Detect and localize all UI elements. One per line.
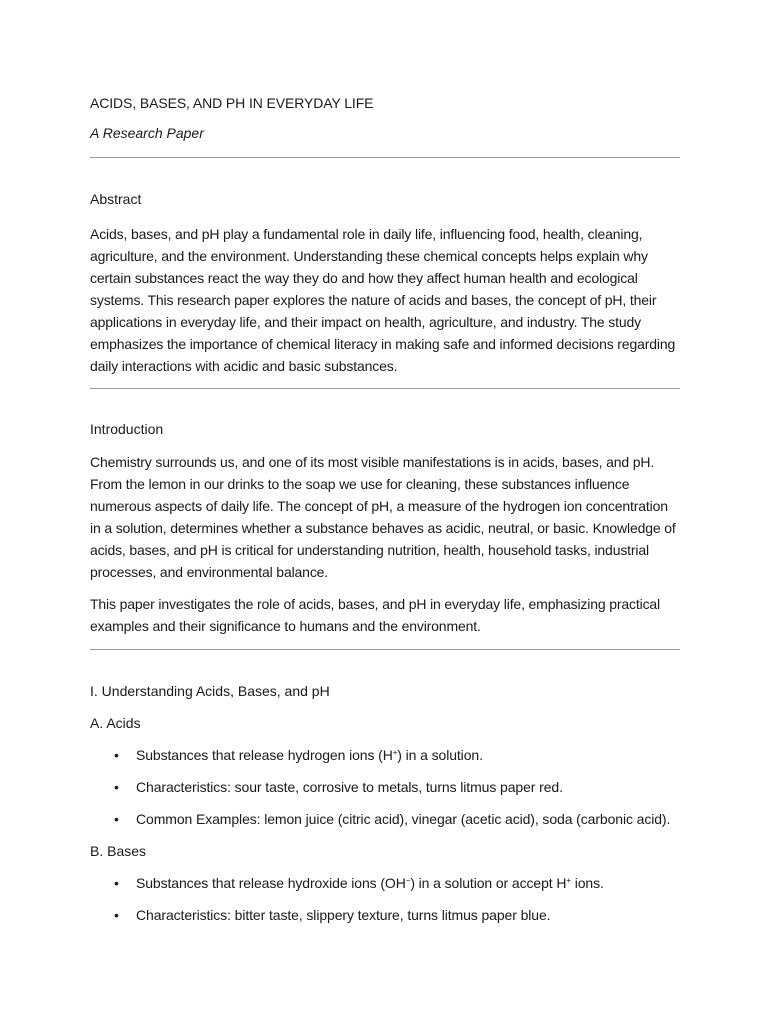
bullet-icon: • [114, 779, 119, 795]
bullet-item [90, 873, 680, 893]
bases-bullet-list [90, 873, 680, 925]
bullet-text: Common Examples: lemon juice (citric acid), vinegar (acetic acid), soda (carbonic acid). [136, 811, 671, 827]
bullet-text: ) in a solution or accept H [410, 875, 567, 891]
acids-bullet-list [90, 745, 680, 829]
bullet-text: ions. [570, 875, 604, 891]
superscript: + [392, 748, 398, 757]
bullet-icon: • [114, 875, 119, 891]
bullet-item [90, 745, 680, 765]
introduction-paragraph: Chemistry surrounds us, and one of its most visible manifestations is in acids, bases, and pH. From the lemon in our drinks to the soap we use for cleaning, these substances influence numerous aspects of daily life. The concept of pH, a measure of the hydrogen ion concentration in a solution, determines whether a substance behaves as acidic, neutral, or basic. Knowledge of acids, bases, and pH is critical for understanding nutrition, health, household tasks, industrial processes, and environmental balance. [90, 454, 676, 580]
section-divider [90, 388, 680, 389]
paper-page [90, 93, 680, 925]
introduction-heading: Introduction [90, 421, 164, 437]
abstract-body: Acids, bases, and pH play a fundamental role in daily life, influencing food, health, cleaning, agriculture, and the environment. Understanding these chemical concepts helps explain why certain substances react the way they do and how they affect human health and ecological systems. This research paper explores the nature of acids and bases, the concept of pH, their applications in everyday life, and their impact on health, agriculture, and industry. The study emphasizes the importance of chemical literacy in making safe and informed decisions regarding daily interactions with acidic and basic substances. [90, 226, 676, 374]
bullet-item [90, 777, 680, 797]
bullet-text: Characteristics: bitter taste, slippery texture, turns litmus paper blue. [136, 907, 551, 923]
bullet-text: Characteristics: sour taste, corrosive to metals, turns litmus paper red. [136, 779, 563, 795]
section-heading: I. Understanding Acids, Bases, and pH [90, 683, 330, 699]
bullet-text: Substances that release hydroxide ions (OH [136, 875, 406, 891]
paper-title: ACIDS, BASES, AND PH IN EVERYDAY LIFE [90, 95, 374, 111]
subsection-heading-acids: A. Acids [90, 715, 141, 731]
superscript: − [405, 876, 411, 885]
section-divider [90, 157, 680, 158]
bullet-text: ) in a solution. [397, 747, 483, 763]
abstract-heading: Abstract [90, 191, 142, 207]
bullet-icon: • [114, 907, 119, 923]
introduction-paragraph: This paper investigates the role of acids, bases, and pH in everyday life, emphasizing practical examples and their significance to humans and the environment. [90, 596, 661, 634]
subsection-heading-bases: B. Bases [90, 843, 147, 859]
bullet-icon: • [114, 747, 119, 763]
section-divider [90, 649, 680, 650]
bullet-item [90, 905, 680, 925]
superscript: + [566, 876, 571, 885]
paper-subtitle: A Research Paper [90, 125, 204, 141]
bullet-icon: • [114, 811, 119, 827]
bullet-item [90, 809, 680, 829]
bullet-text: Substances that release hydrogen ions (H [136, 747, 393, 763]
